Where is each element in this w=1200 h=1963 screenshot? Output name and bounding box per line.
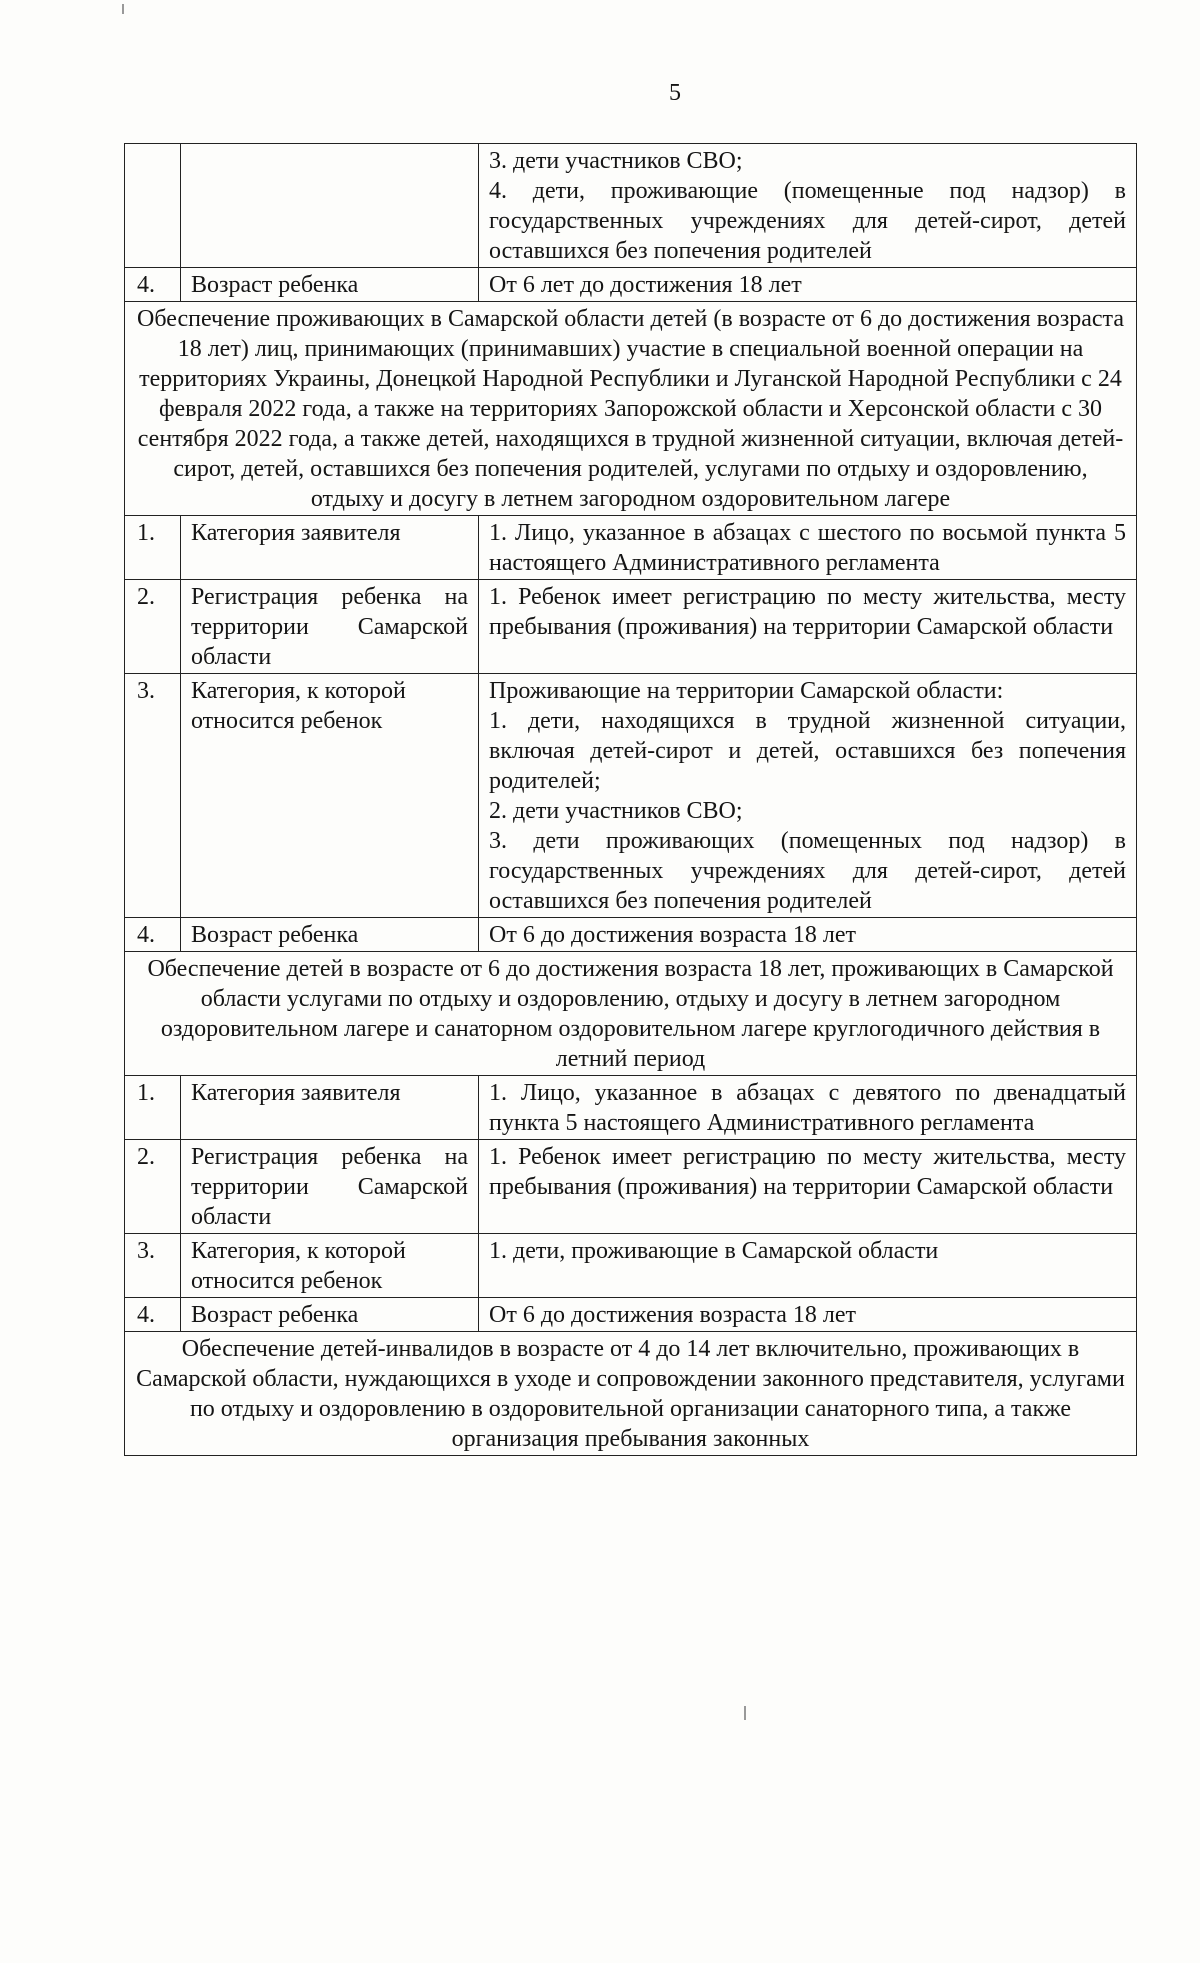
row-value: 1. Лицо, указанное в абзацах с девятого по двенадцатый пункта 5 настоящего Административного регламента [479,1076,1137,1140]
scan-artifact [744,1706,746,1720]
criteria-table [124,143,1137,1456]
row-value: 1. Ребенок имеет регистрацию по месту жительства, месту пребывания (проживания) на территории Самарской области [479,580,1137,674]
row-label: Категория заявителя [181,1076,479,1140]
criterion-line: 2. дети участников СВО; [489,798,743,824]
row-number: 1. [125,516,181,580]
row-label: Категория, к которой относится ребенок [181,1234,479,1298]
criterion-line: 1. дети, находящихся в трудной жизненной ситуации, включая детей-сирот и детей, оставшихся без попечения родителей; [489,708,1126,794]
criterion-line: Проживающие на территории Самарской области: [489,678,1004,704]
table-row [125,516,1137,580]
row-value: 1. Лицо, указанное в абзацах с шестого по восьмой пункта 5 настоящего Административного регламента [479,516,1137,580]
row-number-cell [125,144,181,268]
row-number: 4. [125,1298,181,1332]
row-label: Возраст ребенка [181,268,479,302]
criterion-line: 3. дети проживающих (помещенных под надзор) в государственных учреждениях для детей-сирот, детей оставшихся без попечения родителей [489,828,1126,914]
row-label-cell [181,144,479,268]
section-heading-row [125,952,1137,1076]
section-heading: Обеспечение детей в возрасте от 6 до достижения возраста 18 лет, проживающих в Самарской области услугами по отдыху и оздоровлению, отдыху и досугу в летнем загородном оздоровительном лагере и санаторном оздоровительном лагере круглогодичного действия в летний период [125,952,1137,1076]
table-row [125,268,1137,302]
row-value-cell [479,674,1137,918]
row-number: 3. [125,1234,181,1298]
row-value: От 6 лет до достижения 18 лет [479,268,1137,302]
page-number: 5 [669,80,681,106]
row-number: 2. [125,1140,181,1234]
table-row [125,674,1137,918]
row-label: Регистрация ребенка на территории Самарской области [181,580,479,674]
row-label: Возраст ребенка [181,918,479,952]
table-row [125,580,1137,674]
table-row [125,1076,1137,1140]
row-value: От 6 до достижения возраста 18 лет [479,1298,1137,1332]
row-value-cell [479,144,1137,268]
table-row [125,1140,1137,1234]
row-number: 4. [125,918,181,952]
row-label: Возраст ребенка [181,1298,479,1332]
row-number: 4. [125,268,181,302]
section-heading: Обеспечение проживающих в Самарской области детей (в возрасте от 6 до достижения возраста 18 лет) лиц, принимающих (принимавших) участие в специальной военной операции на территориях Украины, Донецкой Народной Республики и Луганской Народной Республики с 24 февраля 2022 года, а также на территориях Запорожской области и Херсонской области с 30 сентября 2022 года, а также детей, находящихся в трудной жизненной ситуации, включая детей-сирот, детей, оставшихся без попечения родителей, услугами по отдыху и оздоровлению, отдыху и досугу в летнем загородном оздоровительном лагере [125,302,1137,516]
section-heading-row [125,1332,1137,1456]
row-value: 1. Ребенок имеет регистрацию по месту жительства, месту пребывания (проживания) на территории Самарской области [479,1140,1137,1234]
criterion-line: 3. дети участников СВО; [489,148,743,174]
table-row [125,1234,1137,1298]
table-row [125,144,1137,268]
row-label: Категория, к которой относится ребенок [181,674,479,918]
scan-artifact [122,4,124,14]
row-number: 3. [125,674,181,918]
table-row [125,918,1137,952]
row-label: Категория заявителя [181,516,479,580]
row-label: Регистрация ребенка на территории Самарской области [181,1140,479,1234]
row-number: 2. [125,580,181,674]
section-heading-row [125,302,1137,516]
section-heading: Обеспечение детей-инвалидов в возрасте от 4 до 14 лет включительно, проживающих в Самарской области, нуждающихся в уходе и сопровождении законного представителя, услугами по отдыху и оздоровлению в оздоровительной организации санаторного типа, а также организация пребывания законных [125,1332,1137,1456]
table-row [125,1298,1137,1332]
row-number: 1. [125,1076,181,1140]
row-value: 1. дети, проживающие в Самарской области [479,1234,1137,1298]
criterion-line: 4. дети, проживающие (помещенные под надзор) в государственных учреждениях для детей-сирот, детей оставшихся без попечения родителей [489,178,1126,264]
row-value: От 6 до достижения возраста 18 лет [479,918,1137,952]
